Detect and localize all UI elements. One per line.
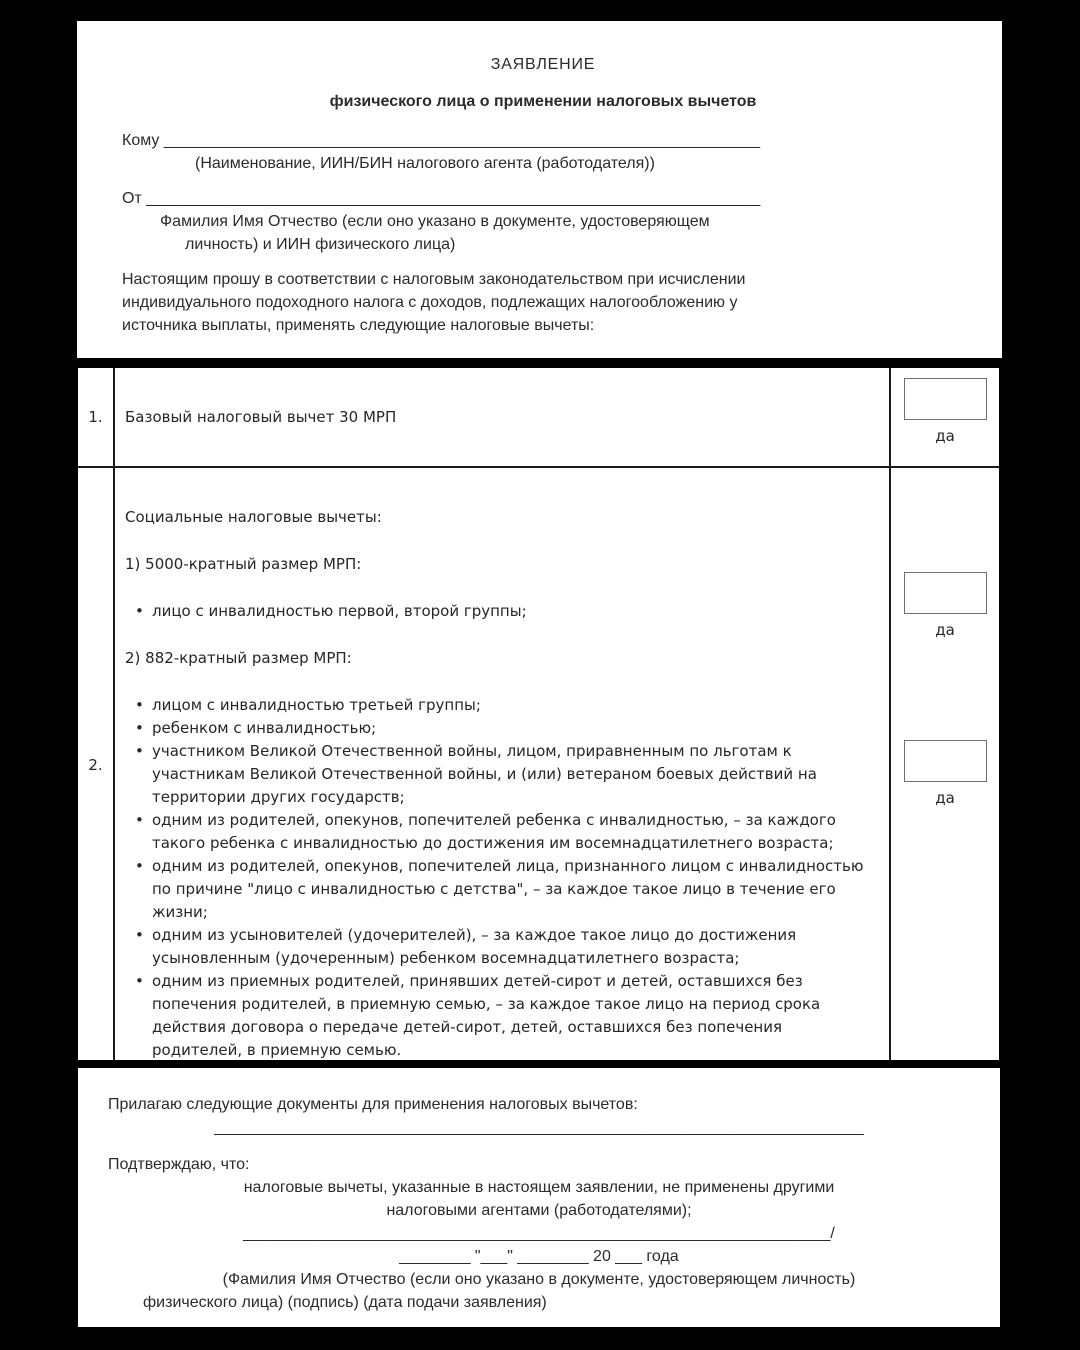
signature-blank: __________________________________________________________________/ <box>243 1225 835 1242</box>
base-deduction-checkbox[interactable] <box>904 378 987 420</box>
row2-number-cell <box>78 468 115 1060</box>
confirm-label: Подтверждаю, что: <box>108 1156 250 1173</box>
confirm-statement-line2: налоговыми агентами (работодателями); <box>386 1202 692 1219</box>
row2-checkbox-cell <box>891 468 999 1060</box>
from-blank-line: _____________________________________________________________________ <box>146 190 761 207</box>
intro-line: Настоящим прошу в соответствии с налоговым законодательством при исчислении <box>122 271 746 288</box>
row1-number-cell <box>78 368 115 468</box>
form-subtitle: физического лица о применении налоговых вычетов <box>329 93 757 110</box>
group1-list <box>125 600 875 623</box>
attach-documents-label: Прилагаю следующие документы для применения налоговых вычетов: <box>108 1096 638 1113</box>
deduction-item: • одним из усыновителей (удочерителей), – за каждое такое лицо до достижения усыновленным (удочеренным) ребенком восемнадцатилетнего возраста; <box>125 924 875 970</box>
from-field <box>122 187 964 210</box>
deduction-item: • ребенком с инвалидностью; <box>125 717 875 740</box>
from-field-label: От <box>122 190 142 207</box>
form-title: ЗАЯВЛЕНИЕ <box>490 56 596 73</box>
deduction-item: • участником Великой Отечественной войны, лицом, приравненным по льготам к участникам Великой Отечественной войны, и (или) ветераном боевых действий на территории других государств; <box>125 740 875 809</box>
confirm-statement-line1: налоговые вычеты, указанные в настоящем заявлении, не применены другими <box>243 1179 835 1196</box>
intro-line: индивидуального подоходного налога с доходов, подлежащих налогообложению у <box>122 294 738 311</box>
social-deductions-heading: Социальные налоговые вычеты: <box>125 508 382 526</box>
base-deduction-checkbox-group <box>891 378 999 445</box>
signature-caption-line2: физического лица) (подпись) (дата подачи заявления) <box>143 1294 547 1311</box>
attach-blank: _________________________________________________________________________ <box>214 1119 864 1136</box>
group2-label: 2) 882-кратный размер МРП: <box>125 649 352 667</box>
social-5000-checkbox[interactable] <box>904 572 987 614</box>
to-field-caption: (Наименование, ИИН/БИН налогового агента (работодателя)) <box>195 155 655 172</box>
deductions-table <box>78 368 999 1060</box>
group2-list <box>125 694 875 1060</box>
date-blank-line: ________ "___" ________ 20 ___ года <box>399 1248 679 1265</box>
from-field-caption-line2: личность) и ИИН физического лица) <box>185 236 456 253</box>
yes-label: да <box>935 621 955 639</box>
to-field <box>122 129 964 152</box>
footer-panel <box>78 1068 1000 1327</box>
from-field-caption-line1: Фамилия Имя Отчество (если оно указано в документе, удостоверяющем <box>160 213 710 230</box>
row-number: 2. <box>88 756 103 774</box>
deduction-item: • одним из приемных родителей, принявших детей-сирот и детей, оставшихся без попечения родителей, в приемную семью, – за каждое такое лицо на период срока действия договора о передаче детей-сирот, детей, оставшихся без попечения родителей, в приемную семью. <box>125 970 875 1060</box>
intro-paragraph <box>122 268 964 337</box>
intro-line: источника выплаты, применять следующие налоговые вычеты: <box>122 317 595 334</box>
signature-caption-line1: (Фамилия Имя Отчество (если оно указано в документе, удостоверяющем личность) <box>222 1271 856 1288</box>
row1-text-cell <box>115 368 891 468</box>
base-deduction-title: Базовый налоговый вычет 30 МРП <box>125 408 397 426</box>
group1-label: 1) 5000-кратный размер МРП: <box>125 555 362 573</box>
social-5000-checkbox-group <box>891 572 999 639</box>
header-panel <box>77 21 1002 358</box>
row-number: 1. <box>88 408 103 426</box>
attach-blank-line <box>108 1116 970 1139</box>
deduction-item: • одним из родителей, опекунов, попечителей ребенка с инвалидностью, – за каждого такого ребенка с инвалидностью до достижения им восемнадцатилетнего возраста; <box>125 809 875 855</box>
yes-label: да <box>935 427 955 445</box>
social-882-checkbox[interactable] <box>904 740 987 782</box>
row1-checkbox-cell <box>891 368 999 468</box>
deduction-item: • одним из родителей, опекунов, попечителей лица, признанного лицом с инвалидностью по причине "лицо с инвалидностью с детства", – за каждое такое лицо в течение его жизни; <box>125 855 875 924</box>
signature-blank-line <box>108 1222 970 1245</box>
social-882-checkbox-group <box>891 740 999 807</box>
to-field-label: Кому <box>122 132 160 149</box>
to-blank-line: ___________________________________________________________________ <box>163 132 761 149</box>
deduction-item: • лицо с инвалидностью первой, второй группы; <box>125 600 875 623</box>
yes-label: да <box>935 789 955 807</box>
row2-text-cell <box>115 468 891 1060</box>
deduction-item: • лицом с инвалидностью третьей группы; <box>125 694 875 717</box>
